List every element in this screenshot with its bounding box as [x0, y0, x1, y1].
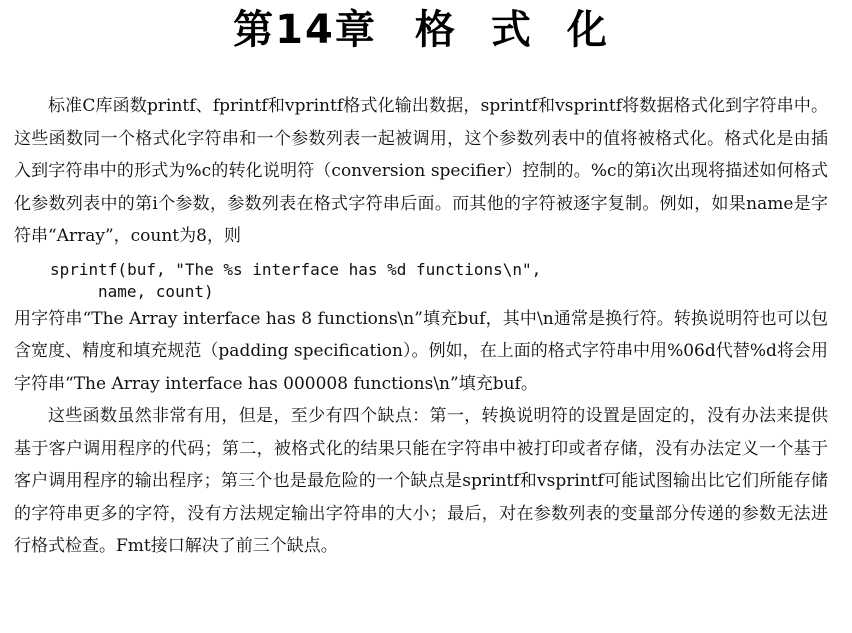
code-line-1: sprintf(buf, "The %s interface has %d functions\n", [50, 259, 542, 279]
code-example [14, 259, 828, 303]
chapter-title [14, 0, 828, 62]
chapter-title-char-2: 式 [490, 7, 533, 53]
paragraph-intro: 标准C库函数printf、fprintf和vprintf格式化输出数据，sprintf和vsprintf将数据格式化到字符串中。这些函数同一个格式化字符串和一个参数列表一起被调用，这个参数列表中的值将被格式化。格式化是由插入到字符串中的形式为%c的转化说明符（conversion specifier）控制的。%c的第i次出现将描述如何格式化参数列表中的第i个参数，参数列表在格式字符串后面。而其他的字符被逐字复制。例如，如果name是字符串“Array”，count为8，则 [14, 96, 828, 246]
chapter-label: 第14章 [233, 7, 377, 53]
paragraph-example-result: 用字符串“The Array interface has 8 functions\n”填充buf，其中\n通常是换行符。转换说明符也可以包含宽度、精度和填充规范（padding specification）。例如，在上面的格式字符串中用%06d代替%d将会用字符串“The Array interface has 000008 functions\n”填充buf。 [14, 308, 828, 394]
code-line-2: name, count) [98, 281, 214, 301]
paragraph-shortcomings: 这些函数虽然非常有用，但是，至少有四个缺点：第一，转换说明符的设置是固定的，没有办法来提供基于客户调用程序的代码；第二，被格式化的结果只能在字符串中被打印或者存储，没有办法定义一个基于客户调用程序的输出程序；第三个也是最危险的一个缺点是sprintf和vsprintf可能试图输出比它们所能存储的字符串更多的字符，没有方法规定输出字符串的大小；最后，对在参数列表的变量部分传递的参数无法进行格式检查。Fmt接口解决了前三个缺点。 [14, 406, 828, 556]
chapter-title-char-3: 化 [566, 7, 609, 53]
chapter-title-char-1: 格 [414, 7, 457, 53]
